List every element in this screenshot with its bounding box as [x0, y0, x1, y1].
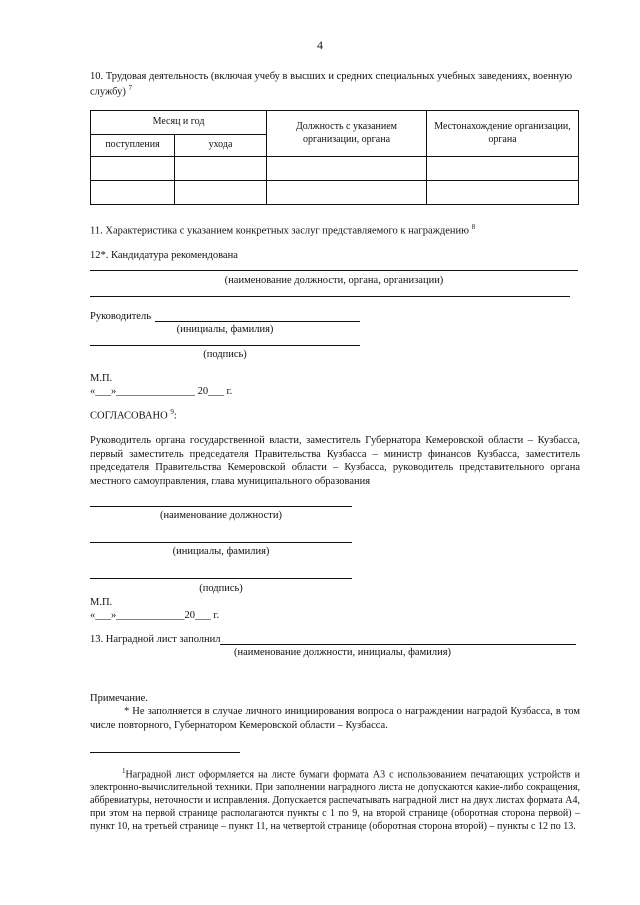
caption-org: (наименование должности, органа, организации) [224, 275, 444, 286]
footnote: $^1$Наградной лист оформляется на листе бумаги формата А3 с использованием печатающих устройств и электронно-вычислительной техники. При заполнении наградного листа не допускаются какие-либо сокращения, аббревиатуры, неточности и исправления. Допускается распечатывать наградной лист на двух листах формата А4, при этом на первой странице располагаются пункты с 1 по 9, на второй странице (оборотная сторона первой) – пункт 10, на третьей странице – пункт 11, на четвертой странице (оборотная сторона второй) – пункты с 12 по 13. [90, 767, 580, 833]
caption-filled-by: (наименование должности, инициалы, фамилия) [233, 647, 452, 658]
footnote-ref-9: 9 [170, 408, 174, 416]
filled-by-line [220, 644, 576, 645]
agreed-signature-line [90, 578, 352, 579]
header-start: поступления [91, 135, 175, 157]
org-line [90, 270, 578, 271]
stamp-label: М.П. [90, 373, 113, 384]
footnote-ref-1: 1 [122, 767, 126, 775]
page-number: 4 [317, 38, 323, 52]
caption-head-signature: (подпись) [203, 349, 247, 360]
footnote-ref-7: 7 [128, 83, 132, 92]
org-line-2 [90, 296, 570, 297]
work-history-table [90, 110, 579, 205]
header-end: ухода [175, 135, 267, 157]
agreed-date-line: «___»_____________20___ г. [90, 610, 220, 621]
agreed-title: СОГЛАСОВАНО $^9$: [90, 408, 177, 422]
footnote-separator [90, 752, 240, 753]
date-line: «___»_______________ 20___ г. [90, 386, 233, 397]
caption-agreed-signature: (подпись) [199, 583, 243, 594]
caption-agreed-position: (наименование должности) [159, 510, 283, 521]
header-month-year: Месяц и год [91, 111, 267, 135]
table-row [91, 181, 579, 205]
head-label: Руководитель [90, 311, 151, 322]
agreed-stamp-label: М.П. [90, 597, 113, 608]
section-12-text: 12*. Кандидатура рекомендована [90, 250, 238, 261]
footnote-ref-8: 8 [471, 223, 476, 231]
caption-head-initials: (инициалы, фамилия) [176, 324, 274, 335]
head-name-line [155, 321, 360, 322]
caption-agreed-initials: (инициалы, фамилия) [172, 546, 270, 557]
section-10-title: 10. Трудовая деятельность (включая учебу в высших и средних специальных учебных заведениях, военную службу) $^7$ [90, 71, 573, 98]
agreed-initials-line [90, 542, 352, 543]
header-location: Местонахождение организации, органа [427, 111, 579, 157]
note-text: * Не заполняется в случае личного инициирования вопроса о награждении наградой Кузбасса, в том числе повторного, Губернатором Кемеровской области – Кузбасса. [90, 706, 580, 731]
section-11-text: 11. Характеристика с указанием конкретных заслуг представляемого к награждению $^8$ [90, 223, 476, 237]
header-position: Должность с указанием организации, органа [267, 111, 427, 157]
note-title: Примечание. [90, 693, 148, 704]
table-row [91, 157, 579, 181]
agreed-position-line [90, 506, 352, 507]
head-signature-line [90, 345, 360, 346]
section-13-label: 13. Наградной лист заполнил [90, 634, 221, 645]
agreed-body: Руководитель органа государственной власти, заместитель Губернатора Кемеровской области – Кузбасса, первый заместитель председателя Правительства Кузбасса – министр финансов Кузбасса, заместитель председателя Правительства Кемеровской области – Кузбасса, руководитель представительного органа местного самоуправления, глава муниципального образования [90, 435, 580, 487]
